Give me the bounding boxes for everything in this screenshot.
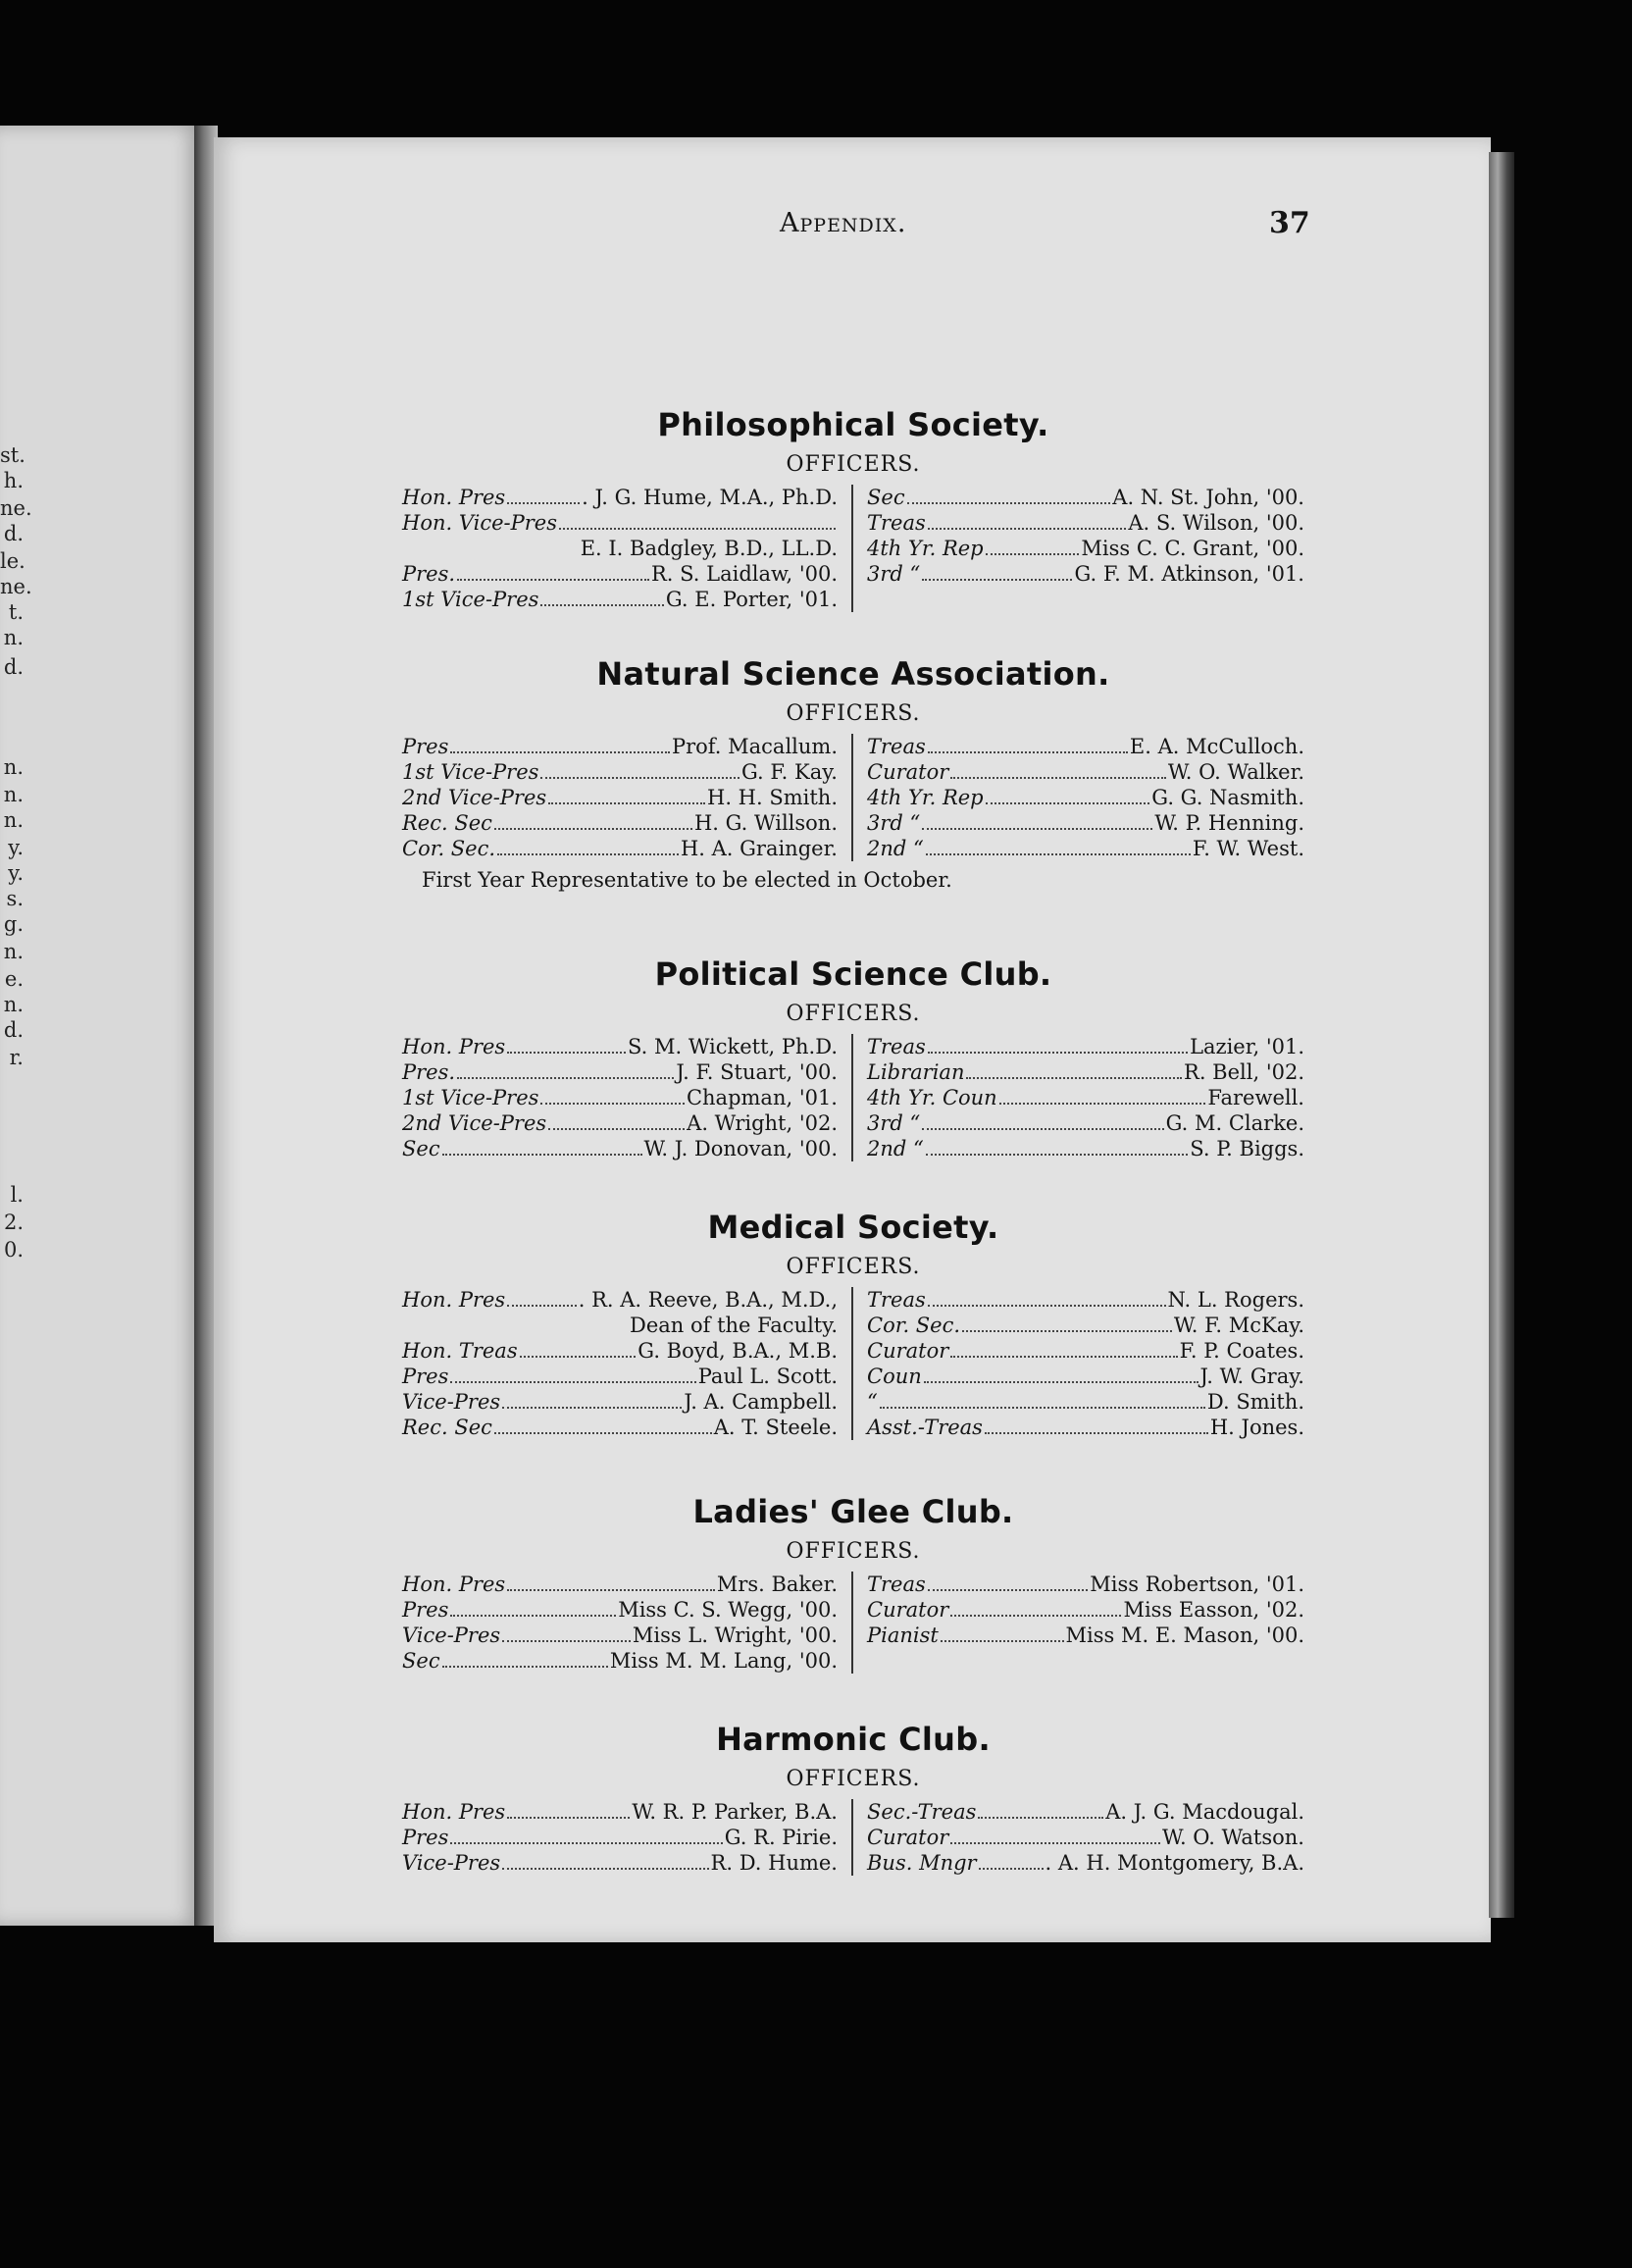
officer-row [402, 1389, 838, 1415]
officer-title: Hon. Pres [402, 1800, 506, 1824]
officer-row [402, 1648, 838, 1674]
dot-leader [497, 840, 679, 855]
facing-page-fragment: 0. [3, 1238, 24, 1262]
officers-columns [402, 1287, 1304, 1440]
section-subtitle: OFFICERS. [786, 701, 921, 726]
officer-name: A. S. Wilson, '00. [1128, 511, 1304, 535]
officers-column-left [402, 734, 853, 861]
officer-title: 2nd “ [867, 837, 924, 860]
officer-name: W. P. Henning. [1154, 811, 1304, 835]
officer-name: . A. H. Montgomery, B.A. [1045, 1851, 1304, 1875]
dot-leader [928, 1575, 1089, 1591]
officer-title: Hon. Pres [402, 486, 506, 509]
officer-title: Pres [402, 1598, 449, 1622]
officer-row [402, 587, 838, 612]
officers-column-left [402, 1034, 853, 1161]
facing-page-fragment: y. [8, 861, 24, 885]
dot-leader [926, 1140, 1189, 1156]
dot-leader [950, 1342, 1177, 1358]
dot-leader [907, 489, 1111, 504]
officer-name: S. P. Biggs. [1190, 1137, 1304, 1160]
officer-name: G. F. Kay. [741, 760, 838, 784]
dot-leader [926, 840, 1191, 855]
officer-title: Librarian [867, 1060, 965, 1084]
dot-leader [540, 1089, 685, 1105]
officer-name: J. A. Campbell. [684, 1390, 838, 1414]
officer-row [867, 785, 1304, 810]
officer-row [867, 1572, 1304, 1597]
dot-leader [494, 1418, 712, 1434]
page-header [0, 208, 1491, 247]
officer-title: Treas [867, 511, 926, 535]
officer-row [402, 1364, 838, 1389]
section-medical-society [402, 1207, 1304, 1440]
officers-column-left [402, 1799, 853, 1876]
officer-title: Bus. Mngr [867, 1851, 977, 1875]
officer-row [402, 1597, 838, 1623]
facing-page-fragment: n. [3, 783, 24, 806]
dot-leader [979, 1854, 1044, 1870]
officer-title: Curator [867, 1598, 949, 1622]
dot-leader [924, 1367, 1198, 1383]
officer-row [867, 1364, 1304, 1389]
officers-columns [402, 485, 1304, 612]
officer-title: Sec [402, 1649, 440, 1673]
dot-leader [502, 1854, 708, 1870]
officer-title: Asst.-Treas [867, 1416, 983, 1439]
officer-row [402, 836, 838, 861]
officer-title: Hon. Pres [402, 1288, 506, 1312]
officer-name: Miss M. M. Lang, '00. [609, 1649, 838, 1673]
dot-leader [507, 1803, 630, 1819]
officer-name: W. J. Donovan, '00. [643, 1137, 838, 1160]
officer-row [867, 1110, 1304, 1136]
dot-leader [950, 763, 1166, 779]
officer-row [867, 810, 1304, 836]
facing-page-fragment: n. [3, 940, 24, 963]
officer-row [867, 1799, 1304, 1825]
officer-title: 3rd “ [867, 1111, 921, 1135]
dot-leader [457, 565, 649, 581]
officers-columns [402, 734, 1304, 861]
section-subtitle: OFFICERS. [786, 1255, 921, 1279]
section-title: Philosophical Society. [657, 406, 1049, 443]
officers-columns [402, 1034, 1304, 1161]
officer-name: Miss C. S. Wegg, '00. [618, 1598, 838, 1622]
officer-continuation [402, 1313, 838, 1338]
section-subtitle: OFFICERS. [786, 1767, 921, 1791]
officer-row [867, 1597, 1304, 1623]
officer-name: Lazier, '01. [1190, 1035, 1304, 1058]
officer-row [402, 1825, 838, 1850]
dot-leader [507, 1291, 577, 1307]
facing-page-fragment: n. [3, 626, 24, 649]
dot-leader [962, 1316, 1172, 1332]
officer-title: 1st Vice-Pres [402, 760, 539, 784]
officer-row [867, 561, 1304, 587]
officer-title: 1st Vice-Pres [402, 1086, 539, 1109]
officer-name: . J. G. Hume, M.A., Ph.D. [582, 486, 838, 509]
dot-leader [457, 1063, 674, 1079]
officer-name: J. W. Gray. [1199, 1365, 1304, 1388]
officer-name: R. S. Laidlaw, '00. [650, 562, 838, 586]
officer-row [402, 734, 838, 759]
officer-name: . R. A. Reeve, B.A., M.D., [578, 1288, 838, 1312]
officer-row [867, 1034, 1304, 1059]
officer-title: “ [867, 1390, 878, 1414]
officer-row [402, 1136, 838, 1161]
dot-leader [978, 1803, 1103, 1819]
officer-name: R. Bell, '02. [1184, 1060, 1304, 1084]
officers-column-right [853, 1034, 1304, 1161]
officer-row [867, 1338, 1304, 1364]
officer-name: A. T. Steele. [713, 1416, 838, 1439]
facing-page-fragment: ne. [0, 575, 32, 598]
section-subtitle: OFFICERS. [786, 452, 921, 477]
facing-page-fragment: r. [9, 1046, 24, 1069]
officers-column-right [853, 485, 1304, 612]
facing-page-fragment: n. [3, 755, 24, 779]
dot-leader [520, 1342, 637, 1358]
dot-leader [540, 763, 740, 779]
officer-name: G. Boyd, B.A., M.B. [638, 1339, 838, 1363]
officer-name: G. G. Nasmith. [1151, 786, 1304, 809]
officer-name: H. A. Grainger. [680, 837, 838, 860]
dot-leader [450, 738, 670, 753]
officer-row [867, 1850, 1304, 1876]
officer-row [867, 734, 1304, 759]
officer-row [867, 1389, 1304, 1415]
section-title: Ladies' Glee Club. [692, 1493, 1014, 1530]
officer-title: Pres [402, 1826, 449, 1849]
dot-leader [950, 1829, 1160, 1844]
facing-page-fragment: 2. [3, 1211, 24, 1234]
officer-title: Sec.-Treas [867, 1800, 977, 1824]
dot-leader [502, 1393, 682, 1409]
officers-column-right [853, 1572, 1304, 1674]
facing-page [0, 126, 201, 1926]
officer-name: Miss L. Wright, '00. [632, 1624, 838, 1647]
officer-title: Coun [867, 1365, 922, 1388]
officer-row [402, 1085, 838, 1110]
officer-row [402, 1572, 838, 1597]
officer-name: Miss C. C. Grant, '00. [1081, 537, 1304, 560]
officer-title: Hon. Treas [402, 1339, 518, 1363]
officer-name: W. F. McKay. [1173, 1314, 1304, 1337]
facing-page-fragment: d. [3, 522, 24, 545]
officer-title: Rec. Sec [402, 1416, 492, 1439]
dot-leader [450, 1367, 695, 1383]
officers-column-right [853, 734, 1304, 861]
officers-column-right [853, 1287, 1304, 1440]
officer-row [402, 1415, 838, 1440]
section-harmonic-club [402, 1719, 1304, 1876]
dot-leader [928, 738, 1128, 753]
facing-page-fragment: n. [3, 993, 24, 1016]
dot-leader [922, 565, 1072, 581]
dot-leader [999, 1089, 1206, 1105]
officer-row [867, 1415, 1304, 1440]
officer-row [402, 1623, 838, 1648]
officer-row [402, 759, 838, 785]
officer-row [402, 1850, 838, 1876]
officer-name: W. O. Walker. [1167, 760, 1304, 784]
officer-title: Sec [402, 1137, 440, 1160]
facing-page-fragment: l. [10, 1183, 24, 1207]
dot-leader [450, 1601, 616, 1617]
section-subtitle: OFFICERS. [786, 1539, 921, 1564]
officer-title: 3rd “ [867, 562, 921, 586]
officer-name: A. Wright, '02. [687, 1111, 838, 1135]
dot-leader [966, 1063, 1182, 1079]
officer-title: Hon. Pres [402, 1035, 506, 1058]
officer-row [402, 1110, 838, 1136]
officer-name: N. L. Rogers. [1167, 1288, 1304, 1312]
officer-title: Hon. Vice-Pres [402, 511, 558, 535]
officer-row [867, 536, 1304, 561]
officer-title: Pres [402, 735, 449, 758]
officer-name: Miss M. E. Mason, '00. [1065, 1624, 1304, 1647]
dot-leader [442, 1652, 608, 1668]
officer-row [402, 1287, 838, 1313]
officer-title: Rec. Sec [402, 811, 492, 835]
officer-row [402, 1059, 838, 1085]
officer-title: Treas [867, 735, 926, 758]
officer-title: Treas [867, 1288, 926, 1312]
officer-name: A. J. G. Macdougal. [1105, 1800, 1304, 1824]
facing-page-fragment: ne. [0, 496, 32, 520]
officer-title: Cor. Sec. [402, 837, 496, 860]
officer-name: Mrs. Baker. [716, 1572, 838, 1596]
officer-row [867, 1085, 1304, 1110]
officer-name: E. A. McCulloch. [1129, 735, 1304, 758]
officers-columns [402, 1572, 1304, 1674]
dot-leader [928, 1291, 1166, 1307]
dot-leader [540, 591, 663, 606]
facing-page-fragment: h. [3, 469, 24, 492]
officer-name: E. I. Badgley, B.D., LL.D. [580, 537, 838, 560]
officer-row [402, 510, 838, 536]
officer-title: 3rd “ [867, 811, 921, 835]
officer-title: Vice-Pres [402, 1851, 501, 1875]
officer-name: H. H. Smith. [707, 786, 838, 809]
officer-row [867, 1059, 1304, 1085]
section-note: First Year Representative to be elected in October. [422, 868, 952, 892]
dot-leader [922, 1114, 1163, 1130]
officer-row [867, 1825, 1304, 1850]
dot-leader [950, 1601, 1121, 1617]
officers-columns [402, 1799, 1304, 1876]
officer-row [402, 810, 838, 836]
facing-page-fragment: d. [3, 655, 24, 679]
dot-leader [985, 1418, 1208, 1434]
officer-name: A. N. St. John, '00. [1112, 486, 1304, 509]
officer-title: Hon. Pres [402, 1572, 506, 1596]
officer-name: Farewell. [1207, 1086, 1304, 1109]
officer-row [867, 510, 1304, 536]
officer-title: Curator [867, 1826, 949, 1849]
officers-column-left [402, 1287, 853, 1440]
officer-name: F. P. Coates. [1179, 1339, 1304, 1363]
dot-leader [559, 514, 836, 530]
section-subtitle: OFFICERS. [786, 1002, 921, 1026]
officer-name: H. Jones. [1209, 1416, 1304, 1439]
officers-column-right [853, 1799, 1304, 1876]
dot-leader [507, 1038, 626, 1054]
section-title: Harmonic Club. [716, 1721, 991, 1758]
section-title: Political Science Club. [654, 955, 1052, 993]
facing-page-fragment: y. [8, 836, 24, 859]
officer-row [867, 485, 1304, 510]
facing-page-fragment: g. [3, 912, 24, 936]
officer-row [402, 485, 838, 510]
officer-name: J. F. Stuart, '00. [676, 1060, 838, 1084]
section-philosophical-society [402, 404, 1304, 612]
facing-page-fragment: st. [0, 443, 26, 467]
officer-name: G. E. Porter, '01. [665, 588, 838, 611]
officer-name: Chapman, '01. [686, 1086, 838, 1109]
officer-name: Miss Easson, '02. [1123, 1598, 1304, 1622]
dot-leader [548, 789, 705, 804]
dot-leader [450, 1829, 722, 1844]
section-natural-science-association [402, 653, 1304, 893]
facing-page-fragment: e. [4, 967, 24, 991]
page-number: 37 [1269, 206, 1310, 240]
dot-leader [986, 789, 1150, 804]
officer-title: 1st Vice-Pres [402, 588, 539, 611]
officer-title: 4th Yr. Coun [867, 1086, 997, 1109]
dot-leader [941, 1626, 1064, 1642]
officer-row [867, 1623, 1304, 1648]
officer-title: Curator [867, 1339, 949, 1363]
facing-page-fragment: d. [3, 1018, 24, 1042]
officer-title: Pianist [867, 1624, 939, 1647]
facing-page-fragment: s. [6, 887, 24, 910]
section-title: Medical Society. [707, 1209, 999, 1246]
officer-title: 2nd Vice-Pres [402, 1111, 547, 1135]
dot-leader [502, 1626, 631, 1642]
officer-name: S. M. Wickett, Ph.D. [627, 1035, 838, 1058]
dot-leader [928, 1038, 1188, 1054]
officers-column-left [402, 485, 853, 612]
officer-name: D. Smith. [1206, 1390, 1304, 1414]
dot-leader [507, 1575, 715, 1591]
officer-name: W. O. Watson. [1162, 1826, 1304, 1849]
dot-leader [880, 1393, 1205, 1409]
officer-name: R. D. Hume. [710, 1851, 838, 1875]
facing-page-fragment: le. [0, 549, 26, 573]
dot-leader [922, 814, 1152, 830]
officer-row [867, 1313, 1304, 1338]
officer-title: Treas [867, 1572, 926, 1596]
facing-page-fragment: n. [3, 808, 24, 832]
officer-row [867, 1287, 1304, 1313]
officer-title: Treas [867, 1035, 926, 1058]
dot-leader [507, 489, 580, 504]
officer-row [867, 759, 1304, 785]
facing-page-fragment: t. [8, 600, 24, 624]
officer-continuation [402, 536, 838, 561]
officer-name: Miss Robertson, '01. [1090, 1572, 1304, 1596]
officer-title: Sec [867, 486, 905, 509]
officer-row [867, 1136, 1304, 1161]
officer-name: W. R. P. Parker, B.A. [632, 1800, 838, 1824]
officer-name: G. F. M. Atkinson, '01. [1074, 562, 1304, 586]
officer-title: 2nd Vice-Pres [402, 786, 547, 809]
officer-title: Cor. Sec. [867, 1314, 961, 1337]
officer-title: Pres [402, 1365, 449, 1388]
officer-title: 4th Yr. Rep [867, 537, 984, 560]
dot-leader [986, 540, 1080, 555]
dot-leader [928, 514, 1127, 530]
officer-name: H. G. Willson. [693, 811, 838, 835]
officers-column-left [402, 1572, 853, 1674]
officer-title: Pres. [402, 562, 456, 586]
section-political-science-club [402, 954, 1304, 1161]
officer-row [402, 1338, 838, 1364]
officer-row [402, 561, 838, 587]
officer-row [867, 836, 1304, 861]
dot-leader [548, 1114, 685, 1130]
officer-title: Vice-Pres [402, 1390, 501, 1414]
officer-row [402, 1799, 838, 1825]
officer-name: G. M. Clarke. [1165, 1111, 1304, 1135]
page-edge [1489, 152, 1514, 1918]
officer-title: 2nd “ [867, 1137, 924, 1160]
officer-name: Paul L. Scott. [697, 1365, 838, 1388]
officer-title: Curator [867, 760, 949, 784]
officer-row [402, 1034, 838, 1059]
running-title: Appendix. [780, 208, 907, 238]
dot-leader [494, 814, 692, 830]
section-ladies-glee-club [402, 1491, 1304, 1674]
officer-name: Dean of the Faculty. [630, 1314, 838, 1337]
officer-name: Prof. Macallum. [671, 735, 838, 758]
officer-name: F. W. West. [1192, 837, 1304, 860]
officer-title: 4th Yr. Rep [867, 786, 984, 809]
officer-title: Pres. [402, 1060, 456, 1084]
dot-leader [442, 1140, 642, 1156]
section-title: Natural Science Association. [596, 655, 1110, 693]
officer-title: Vice-Pres [402, 1624, 501, 1647]
officer-row [402, 785, 838, 810]
officer-name: G. R. Pirie. [724, 1826, 838, 1849]
